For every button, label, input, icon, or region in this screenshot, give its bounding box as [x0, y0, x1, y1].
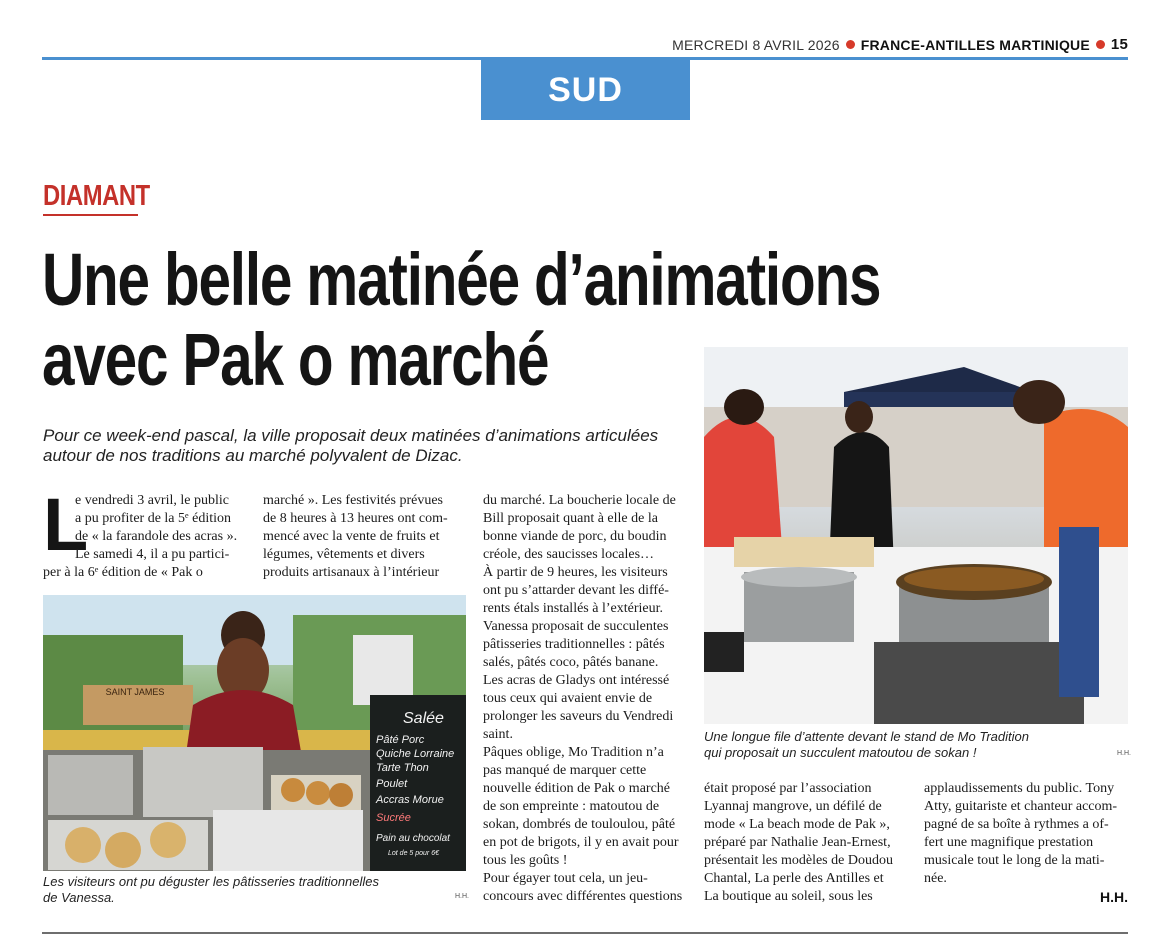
author-signature: H.H. [1100, 889, 1128, 905]
photo-vanessa-illustration [43, 595, 466, 871]
body-line: préparé par Nathalie Jean-Ernest, [704, 835, 891, 850]
bullet-dot-icon [1096, 40, 1105, 49]
publication-name: FRANCE-ANTILLES MARTINIQUE [860, 36, 1090, 53]
headline-line: avec Pak o marché [42, 318, 549, 401]
body-line: pas manqué de marquer cette [483, 763, 647, 778]
body-line: musicale tout le long de la mati- [924, 853, 1105, 868]
body-line: était proposé par l’association [704, 781, 872, 796]
body-line: mode « La beach mode de Pak », [704, 817, 890, 832]
body-line: de 8 heures à 13 heures ont com- [263, 511, 448, 526]
body-line: marché ». Les festivités prévues [263, 493, 443, 508]
caption-line: Une longue file d’attente devant le stand de Mo Tradition [704, 729, 1029, 744]
bullet-dot-icon [846, 40, 855, 49]
body-line: pâtisseries traditionnelles : pâtés [483, 637, 665, 652]
board-line: Pâté Porc [376, 734, 425, 746]
body-line: salés, pâtés coco, pâtés banane. [483, 655, 659, 670]
body-column-5 [924, 780, 1129, 888]
body-line: ont pu s’attarder devant les diffé- [483, 583, 669, 598]
caption-line: de Vanessa. [43, 890, 115, 905]
body-line: sokan, dombrés de touloulou, pâté [483, 817, 676, 832]
photo-mo-tradition-stand [704, 347, 1128, 724]
board-line: Poulet [376, 778, 408, 790]
headline-line: Une belle matinée d’animations [42, 238, 881, 321]
body-line: Lyannaj mangrove, un défilé de [704, 799, 882, 814]
body-line: du marché. La boucherie locale de [483, 493, 676, 508]
page-number: 15 [1110, 36, 1128, 53]
board-line: Salée [403, 710, 444, 727]
board-line: Quiche Lorraine [376, 748, 455, 760]
body-line: rents étals installés à l’extérieur. [483, 601, 663, 616]
body-line: légumes, vêtements et divers [263, 547, 425, 562]
body-line: née. [924, 871, 947, 886]
body-line: saint. [483, 727, 513, 742]
body-line: Atty, guitariste et chanteur accom- [924, 799, 1118, 814]
board-line: Sucrée [376, 812, 411, 824]
body-line: per à la 6ᵉ édition de « Pak o [43, 565, 203, 580]
body-line: pagné de sa boîte à rythmes a of- [924, 817, 1109, 832]
kicker-underline [43, 214, 138, 216]
body-line: Les acras de Gladys ont intéressé [483, 673, 670, 688]
photo1-credit: H.H. [455, 893, 469, 900]
body-column-2 [263, 492, 468, 582]
body-line: de son empreinte : matoutou de [483, 799, 660, 814]
caption-line: Les visiteurs ont pu déguster les pâtisseries traditionnelles [43, 874, 380, 889]
photo-vanessa-stand [43, 595, 466, 871]
standfirst-line: autour de nos traditions au marché polyvalent de Dizac. [43, 446, 463, 465]
article-standfirst [43, 426, 659, 466]
body-line: en pot de brigots, il y en avait pour [483, 835, 679, 850]
photo-sign-text: SAINT JAMES [105, 687, 165, 697]
folio-date: MERCREDI 8 AVRIL 2026 [672, 36, 840, 53]
body-line: Vanessa proposait de succulentes [483, 619, 669, 634]
body-line: Le samedi 4, il a pu partici- [75, 547, 230, 562]
dropcap: L [43, 483, 89, 566]
body-line: produits artisanaux à l’intérieur [263, 565, 440, 580]
body-line: Chantal, La perle des Antilles et [704, 871, 884, 886]
board-line: Lot de 5 pour 6€ [388, 850, 439, 857]
body-line: de « la farandole des acras ». [75, 529, 238, 544]
body-line: Pour égayer tout cela, un jeu- [483, 871, 648, 886]
body-line: Bill proposait quant à elle de la [483, 511, 658, 526]
body-line: a pu profiter de la 5ᵉ édition [75, 511, 231, 526]
photo1-caption [43, 874, 443, 906]
body-column-3 [483, 492, 688, 906]
board-line: Accras Morue [376, 794, 444, 806]
body-line: e vendredi 3 avril, le public [75, 493, 229, 508]
body-line: nouvelle édition de Pak o marché [483, 781, 670, 796]
footer-rule [42, 932, 1128, 934]
body-line: applaudissements du public. Tony [924, 781, 1115, 796]
body-column-4 [704, 780, 909, 906]
article-kicker: DIAMANT [43, 180, 150, 212]
body-line: présentait les modèles de Doudou [704, 853, 893, 868]
board-line: Pain au chocolat [376, 833, 450, 844]
body-line: mencé avec la vente de fruits et [263, 529, 440, 544]
caption-line: qui proposait un succulent matoutou de sokan ! [704, 745, 977, 760]
body-line: concours avec différentes questions [483, 889, 683, 904]
body-line: fert une magnifique prestation [924, 835, 1094, 850]
board-line: Tarte Thon [376, 762, 429, 774]
page-folio [672, 36, 1128, 53]
photo2-caption [704, 729, 1104, 761]
standfirst-line: Pour ce week-end pascal, la ville proposait deux matinées d’animations articulées [43, 426, 659, 445]
body-line: créole, des saucisses locales… [483, 547, 655, 562]
body-line: prolonger les saveurs du Vendredi [483, 709, 674, 724]
body-line: bonne viande de porc, du boudin [483, 529, 667, 544]
body-line: Pâques oblige, Mo Tradition n’a [483, 745, 664, 760]
section-tab: SUD [481, 60, 690, 120]
photo-mo-tradition-illustration [704, 347, 1128, 724]
body-column-1 [43, 483, 243, 582]
body-line: À partir de 9 heures, les visiteurs [483, 565, 668, 580]
photo2-credit: H.H. [1117, 750, 1131, 757]
body-line: La boutique au soleil, sous les [704, 889, 873, 904]
body-line: tous ceux qui avaient envie de [483, 691, 653, 706]
body-line: tous les goûts ! [483, 853, 568, 868]
